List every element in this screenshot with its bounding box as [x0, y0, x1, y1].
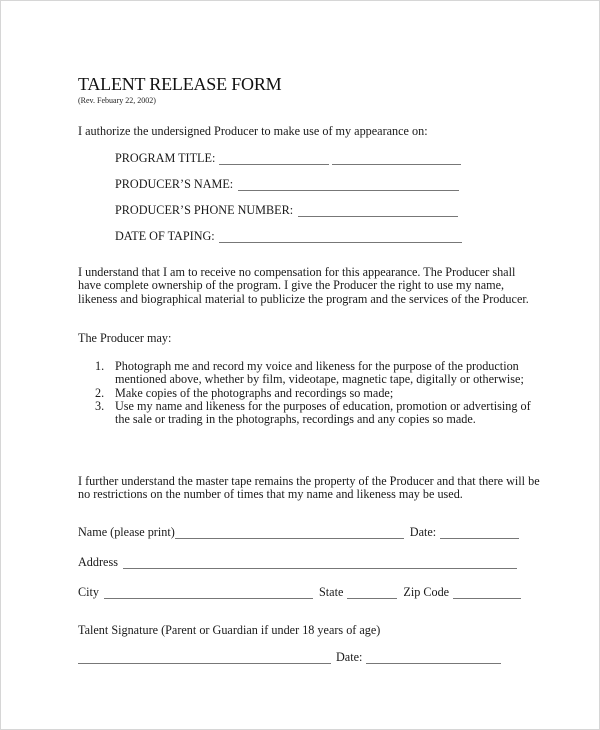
list-item	[95, 387, 541, 400]
master-tape-paragraph: I further understand the master tape remains the property of the Producer and that there will be no restrictions on the number of times that my name and likeness may be used.	[78, 474, 540, 502]
date-of-taping-line[interactable]	[219, 232, 462, 243]
intro-text: I authorize the undersigned Producer to make use of my appearance on:	[78, 124, 428, 138]
date-of-taping-row	[115, 229, 462, 244]
producer-name-label: PRODUCER’S NAME:	[115, 177, 234, 191]
program-title-line-1[interactable]	[219, 154, 329, 165]
address-line[interactable]	[123, 558, 517, 569]
date-label: Date:	[409, 525, 437, 539]
list-item-text: Make copies of the photographs and recordings so made;	[115, 385, 394, 400]
address-row	[78, 555, 517, 570]
city-label: City	[78, 585, 99, 599]
revision-date: (Rev. Febuary 22, 2002)	[78, 96, 156, 105]
address-label: Address	[78, 555, 118, 569]
name-line[interactable]	[175, 528, 404, 539]
producer-phone-row	[115, 203, 458, 218]
state-label: State	[319, 585, 344, 599]
form-title: TALENT RELEASE FORM	[78, 74, 282, 94]
producer-phone-line[interactable]	[298, 206, 458, 217]
list-item-number: 2.	[95, 385, 105, 400]
state-line[interactable]	[347, 588, 397, 599]
signature-label: Talent Signature (Parent or Guardian if under 18 years of age)	[78, 623, 381, 637]
name-label: Name (please print)	[78, 525, 175, 539]
list-item-number: 1.	[95, 359, 105, 373]
zip-line[interactable]	[453, 588, 521, 599]
program-title-label: PROGRAM TITLE:	[115, 151, 216, 165]
list-item	[95, 360, 541, 387]
city-state-zip-row	[78, 585, 521, 600]
program-title-row	[115, 151, 461, 166]
producer-name-row	[115, 177, 459, 192]
list-item	[95, 400, 541, 427]
zip-label: Zip Code	[403, 585, 450, 599]
signature-date-label: Date:	[336, 650, 363, 664]
producer-may-label: The Producer may:	[78, 331, 172, 345]
producer-name-line[interactable]	[238, 180, 459, 191]
date-of-taping-label: DATE OF TAPING:	[115, 229, 215, 243]
date-line[interactable]	[440, 528, 519, 539]
program-title-line-2[interactable]	[332, 154, 461, 165]
signature-date-line[interactable]	[366, 653, 501, 664]
producer-rights-list	[95, 360, 541, 426]
list-item-number: 3.	[95, 398, 105, 413]
signature-line[interactable]	[78, 653, 331, 664]
producer-phone-label: PRODUCER’S PHONE NUMBER:	[115, 203, 294, 217]
city-line[interactable]	[104, 588, 313, 599]
list-item-text: Use my name and likeness for the purposes of education, promotion or advertising of the sale or trading in the photographs, recordings and any copies so made.	[115, 398, 531, 427]
compensation-paragraph: I understand that I am to receive no compensation for this appearance. The Producer shall have complete ownership of the program. I give the Producer the right to use my name, likeness and biographical material to publicize the program and the services of the Producer.	[78, 265, 529, 306]
signature-date-row	[78, 650, 501, 665]
name-date-row	[78, 525, 519, 540]
list-item-text: Photograph me and record my voice and likeness for the purpose of the production mentioned above, whether by film, videotape, magnetic tape, digitally or otherwise;	[115, 359, 524, 387]
